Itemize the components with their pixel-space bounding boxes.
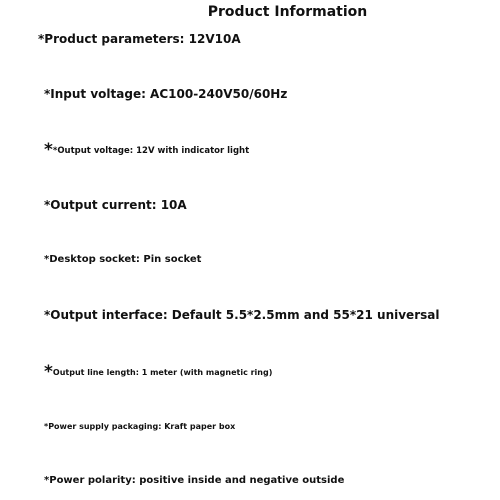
bullet-star: * — [44, 140, 53, 160]
spec-text: Output interface: Default 5.5*2.5mm and 55*21 universal — [50, 308, 440, 322]
bullet-star: * — [44, 475, 50, 486]
spec-line-product-parameters — [38, 33, 241, 45]
bullet-star: * — [44, 87, 51, 101]
spec-text: Output current: 10A — [50, 198, 187, 212]
spec-text: Input voltage: AC100-240V50/60Hz — [50, 87, 288, 101]
spec-text: Product parameters: 12V10A — [44, 32, 241, 46]
bullet-star: * — [38, 32, 45, 46]
spec-text: Power polarity: positive inside and negative outside — [49, 475, 345, 486]
spec-line-output-line-length — [44, 364, 272, 381]
bullet-star: * — [44, 422, 49, 431]
spec-text: Desktop socket: Pin socket — [49, 254, 202, 265]
spec-text: Output line length: 1 meter (with magnetic ring) — [52, 368, 273, 377]
bullet-star: * — [44, 308, 51, 322]
spec-line-input-voltage — [44, 88, 287, 100]
bullet-star: * — [44, 198, 51, 212]
spec-line-power-supply-packaging — [44, 423, 235, 431]
spec-line-output-current — [44, 199, 187, 211]
bullet-star: * — [44, 362, 53, 382]
spec-line-output-voltage — [44, 142, 249, 159]
spec-line-power-polarity — [44, 476, 344, 486]
spec-line-output-interface — [44, 309, 439, 321]
bullet-star: * — [44, 254, 50, 265]
spec-line-desktop-socket — [44, 255, 201, 265]
spec-text: *Output voltage: 12V with indicator light — [52, 146, 250, 156]
document-title: Product Information — [207, 4, 368, 20]
spec-text: Power supply packaging: Kraft paper box — [48, 422, 236, 431]
